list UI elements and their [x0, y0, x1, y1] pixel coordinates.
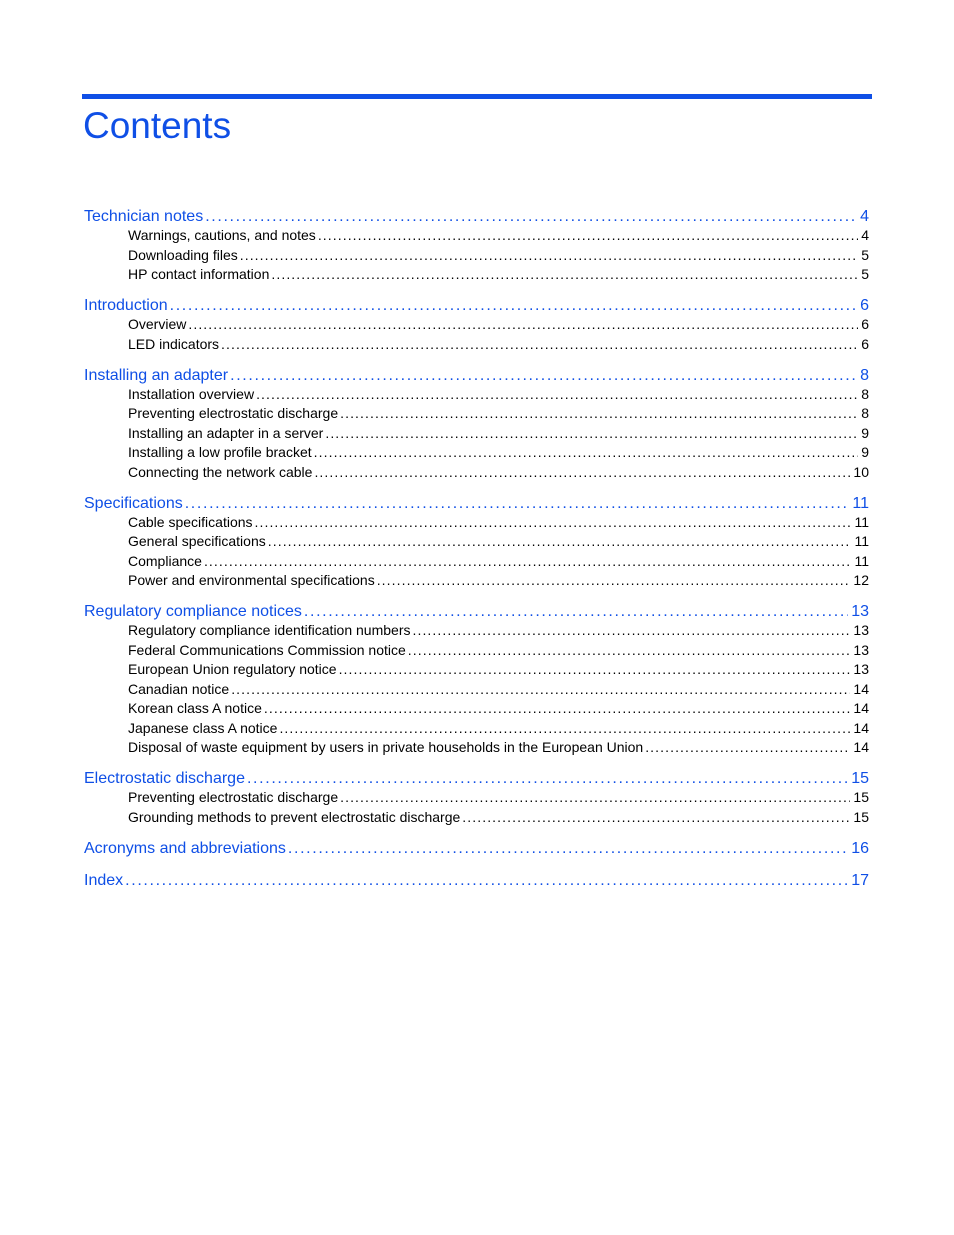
toc-subsection-entry[interactable]: [128, 552, 869, 570]
toc-entry-page-number: 13: [853, 661, 869, 677]
toc-entry-title: Disposal of waste equipment by users in private households in the European Union: [128, 739, 644, 755]
toc-section-entry[interactable]: [84, 838, 869, 860]
toc-entry-page-number: 8: [861, 385, 869, 402]
toc-entry-title: Installing an adapter in a server: [128, 424, 324, 441]
dot-leader: [185, 493, 850, 515]
toc-entry-title: Japanese class A notice: [128, 719, 278, 736]
toc-entry-title: Preventing electrostatic discharge: [128, 405, 339, 421]
toc-entry-title: Overview: [128, 316, 187, 332]
toc-subsection-entry[interactable]: [128, 385, 869, 403]
toc-subsection-entry[interactable]: [128, 621, 869, 639]
toc-entry-title: Preventing electrostatic discharge: [128, 789, 339, 805]
toc-section-entry[interactable]: [84, 768, 869, 790]
toc-entry-page-number: 8: [860, 366, 869, 384]
toc-entry-page-number: 10: [853, 463, 869, 480]
toc-entry-title: Korean class A notice: [128, 700, 262, 716]
toc-entry-page-number: 9: [861, 444, 869, 460]
toc-entry-title: Warnings, cautions, and notes: [128, 227, 316, 243]
dot-leader: [325, 424, 858, 442]
dot-leader: [288, 838, 848, 860]
toc-subsection-entry[interactable]: [128, 463, 869, 481]
toc-subsection-entry[interactable]: [128, 660, 869, 678]
toc-entry-title: Acronyms and abbreviations: [84, 839, 286, 857]
toc-entry-title: Canadian notice: [128, 680, 230, 697]
toc-subsection-entry[interactable]: [128, 265, 869, 283]
dot-leader: [264, 699, 851, 717]
dot-leader: [271, 265, 858, 283]
toc-entry-page-number: 4: [860, 208, 869, 225]
toc-entry-page-number: 11: [854, 513, 869, 530]
dot-leader: [304, 601, 848, 623]
dot-leader: [279, 719, 850, 737]
dot-leader: [231, 680, 850, 698]
toc-entry-page-number: 11: [854, 552, 869, 569]
toc-subsection-entry[interactable]: [128, 335, 869, 353]
dot-leader: [188, 315, 858, 333]
toc-section-entry[interactable]: [84, 870, 869, 892]
toc-subsection-entry[interactable]: [128, 680, 869, 698]
toc-entry-page-number: 17: [851, 871, 869, 889]
dot-leader: [256, 385, 858, 403]
toc-section-entry[interactable]: [84, 493, 869, 515]
toc-entry-page-number: 15: [851, 770, 869, 787]
toc-entry-page-number: 14: [853, 680, 869, 697]
toc-entry-title: European Union regulatory notice: [128, 661, 337, 677]
toc-section-entry[interactable]: [84, 365, 869, 387]
dot-leader: [221, 335, 858, 353]
dot-leader: [412, 621, 850, 639]
toc-entry-page-number: 4: [861, 227, 869, 243]
dot-leader: [462, 808, 850, 826]
dot-leader: [340, 404, 858, 422]
toc-entry-page-number: 9: [861, 424, 869, 441]
toc-subsection-entry[interactable]: [128, 788, 869, 806]
toc-entry-title: Compliance: [128, 552, 202, 569]
toc-entry-title: Cable specifications: [128, 513, 253, 530]
dot-leader: [205, 206, 857, 228]
toc-subsection-entry[interactable]: [128, 424, 869, 442]
dot-leader: [240, 246, 858, 264]
dot-leader: [340, 788, 850, 806]
toc-entry-title: Installing an adapter: [84, 366, 229, 384]
toc-section-entry[interactable]: [84, 601, 869, 623]
toc-entry-page-number: 11: [854, 533, 869, 549]
toc-subsection-entry[interactable]: [128, 226, 869, 244]
toc-entry-title: Index: [84, 871, 124, 889]
toc-entry-page-number: 15: [853, 808, 869, 825]
page-title: Contents: [83, 105, 232, 146]
toc-entry-title: Downloading files: [128, 246, 238, 263]
toc-subsection-entry[interactable]: [128, 246, 869, 264]
toc-entry-title: Connecting the network cable: [128, 463, 313, 480]
dot-leader: [247, 768, 848, 790]
toc-entry-page-number: 14: [853, 719, 869, 736]
toc-entry-title: HP contact information: [128, 266, 270, 282]
toc-subsection-entry[interactable]: [128, 808, 869, 826]
toc-subsection-entry[interactable]: [128, 738, 869, 756]
toc-subsection-entry[interactable]: [128, 699, 869, 717]
toc-entry-title: Regulatory compliance identification numbers: [128, 622, 411, 638]
dot-leader: [408, 641, 851, 659]
dot-leader: [314, 443, 859, 461]
toc-entry-title: LED indicators: [128, 335, 220, 352]
toc-subsection-entry[interactable]: [128, 404, 869, 422]
toc-entry-page-number: 16: [851, 839, 869, 857]
toc-entry-title: Specifications: [84, 494, 183, 512]
toc-entry-title: Installing a low profile bracket: [128, 444, 312, 460]
toc-entry-page-number: 5: [861, 266, 869, 282]
toc-entry-title: Introduction: [84, 297, 168, 314]
toc-subsection-entry[interactable]: [128, 513, 869, 531]
toc-entry-title: Installation overview: [128, 385, 255, 402]
toc-subsection-entry[interactable]: [128, 443, 869, 461]
dot-leader: [318, 226, 858, 244]
toc-section-entry[interactable]: [84, 206, 869, 228]
toc-section-entry[interactable]: [84, 295, 869, 317]
dot-leader: [339, 660, 851, 678]
toc-entry-page-number: 6: [861, 316, 869, 332]
dot-leader: [377, 571, 851, 589]
toc-entry-title: Technician notes: [84, 208, 204, 225]
toc-entry-page-number: 11: [852, 494, 869, 512]
dot-leader: [314, 463, 850, 481]
toc-entry-title: Electrostatic discharge: [84, 770, 245, 787]
toc-subsection-entry[interactable]: [128, 315, 869, 333]
toc-subsection-entry[interactable]: [128, 719, 869, 737]
toc-entry-page-number: 13: [853, 641, 869, 658]
toc-subsection-entry[interactable]: [128, 532, 869, 550]
dot-leader: [645, 738, 850, 756]
dot-leader: [230, 365, 857, 387]
toc-entry-page-number: 14: [853, 739, 869, 755]
toc-entry-page-number: 13: [851, 603, 869, 620]
toc-subsection-entry[interactable]: [128, 641, 869, 659]
toc-entry-page-number: 6: [861, 335, 869, 352]
dot-leader: [204, 552, 852, 570]
toc-entry-title: Federal Communications Commission notice: [128, 641, 406, 658]
toc-subsection-entry[interactable]: [128, 571, 869, 589]
toc-entry-page-number: 12: [853, 572, 869, 588]
toc-entry-page-number: 14: [853, 700, 869, 716]
toc-entry-page-number: 6: [860, 297, 869, 314]
dot-leader: [268, 532, 852, 550]
toc-entry-title: Power and environmental specifications: [128, 572, 375, 588]
toc-entry-page-number: 15: [853, 789, 869, 805]
toc-entry-page-number: 5: [861, 246, 869, 263]
dot-leader: [170, 295, 857, 317]
toc-entry-title: General specifications: [128, 533, 266, 549]
toc-entry-page-number: 8: [861, 405, 869, 421]
dot-leader: [125, 870, 848, 892]
dot-leader: [255, 513, 852, 531]
toc-entry-title: Grounding methods to prevent electrostatic discharge: [128, 808, 461, 825]
toc-entry-title: Regulatory compliance notices: [84, 603, 302, 620]
toc-entry-page-number: 13: [853, 622, 869, 638]
